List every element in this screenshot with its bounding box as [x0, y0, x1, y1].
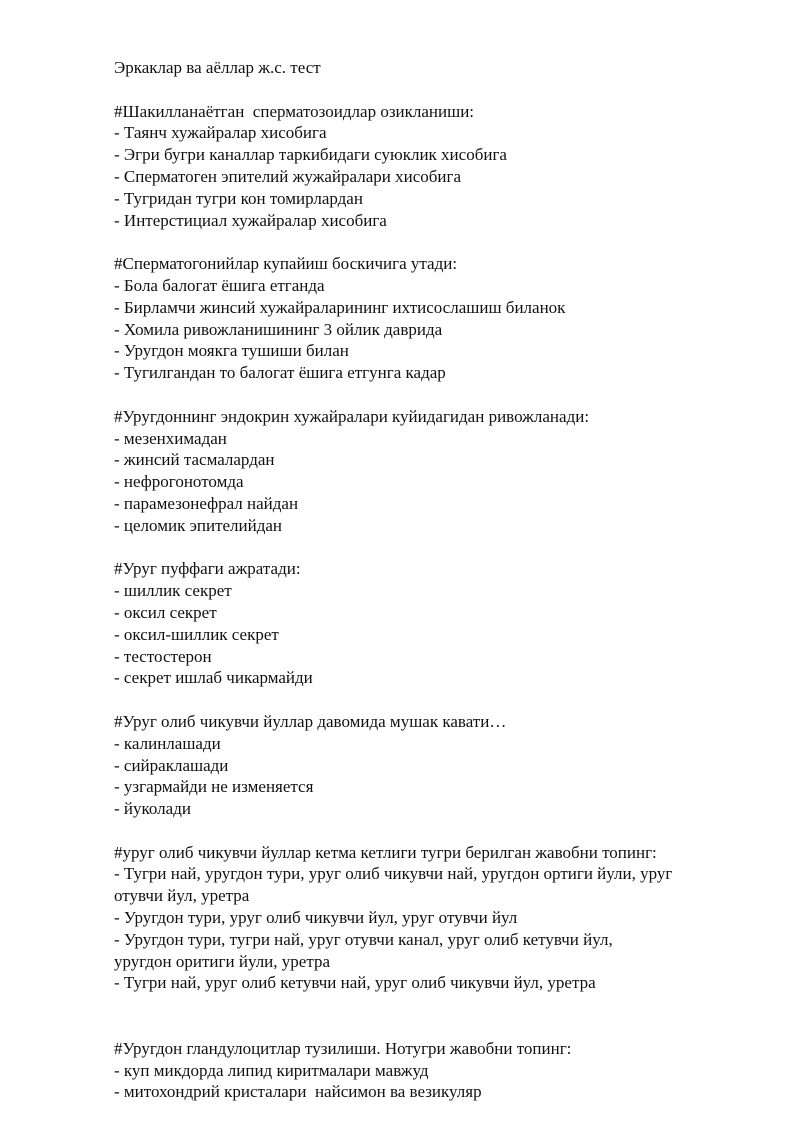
answer-option: - митохондрий кристалари найсимон ва везикуляр	[114, 1082, 482, 1102]
answer-option: - парамезонефрал найдан	[114, 493, 299, 513]
answer-option: - оксил секрет	[114, 602, 217, 622]
question-text: #уруг олиб чикувчи йуллар кетма кетлиги тугри берилган жавобни топинг:	[114, 842, 657, 862]
question-text: #Шакилланаётган сперматозоидлар озикланиши:	[114, 101, 475, 121]
question-block	[114, 406, 754, 537]
question-text: #Уруг пуффаги ажратади:	[114, 559, 301, 579]
answer-option: - Тугри най, уруг олиб кетувчи най, уруг олиб чикувчи йул, уретра	[114, 973, 596, 993]
question-block	[114, 711, 754, 820]
answer-option: - жинсий тасмалардан	[114, 450, 275, 470]
answer-option: - сийраклашади	[114, 755, 229, 775]
answer-option: - оксил-шиллик секрет	[114, 624, 279, 644]
answer-option: - Бирламчи жинсий хужайраларининг ихтисослашиш биланок	[114, 297, 566, 317]
question-text: #Уруг олиб чикувчи йуллар давомида мушак кавати…	[114, 711, 507, 731]
answer-option: - куп микдорда липид киритмалари мавжуд	[114, 1060, 429, 1080]
question-block	[114, 842, 754, 995]
answer-option: - секрет ишлаб чикармайди	[114, 668, 313, 688]
question-block	[114, 558, 754, 689]
answer-option: - Эгри бугри каналлар таркибидаги суюклик хисобига	[114, 145, 507, 165]
answer-option: - Уругдон моякга тушиши билан	[114, 341, 349, 361]
question-block	[114, 1038, 754, 1103]
answer-option: - шиллик секрет	[114, 581, 232, 601]
answer-option: - нефрогонотомда	[114, 472, 244, 492]
answer-option: - Сперматоген эпителий жужайралари хисобига	[114, 166, 462, 186]
answer-option: - калинлашади	[114, 733, 221, 753]
document-page	[114, 57, 754, 1125]
answer-option: - Тугилгандан то балогат ёшига етгунга кадар	[114, 363, 446, 383]
answer-option: - Интерстициал хужайралар хисобига	[114, 210, 387, 230]
answer-option: - Тугри най, уругдон тури, уруг олиб чикувчи най, уругдон ортиги йули, уруг	[114, 864, 673, 884]
question-text: #Сперматогонийлар купайиш боскичига утади:	[114, 254, 458, 274]
answer-option: - целомик эпителийдан	[114, 515, 283, 535]
question-block	[114, 253, 754, 384]
answer-option: - Тугридан тугри кон томирлардан	[114, 188, 363, 208]
answer-option: - йуколади	[114, 799, 191, 819]
answer-option-continuation: отувчи йул, уретра	[114, 886, 250, 906]
answer-option: - узгармайди не изменяется	[114, 777, 314, 797]
answer-option-continuation: уругдон оритиги йули, уретра	[114, 951, 331, 971]
answer-option: - Хомила ривожланишининг 3 ойлик даврида	[114, 319, 443, 339]
question-block	[114, 101, 754, 232]
question-text: #Уругдоннинг эндокрин хужайралари куйидагидан ривожланади:	[114, 406, 590, 426]
answer-option: - Уругдон тури, тугри най, уруг отувчи канал, уруг олиб кетувчи йул,	[114, 929, 613, 949]
document-title: Эркаклар ва аёллар ж.с. тест	[114, 58, 321, 77]
question-text: #Уругдон гландулоцитлар тузилиши. Нотугри жавобни топинг:	[114, 1038, 572, 1058]
answer-option: - мезенхимадан	[114, 428, 227, 448]
answer-option: - Таянч хужайралар хисобига	[114, 123, 327, 143]
answer-option: - Уругдон тури, уруг олиб чикувчи йул, уруг отувчи йул	[114, 908, 518, 928]
answer-option: - тестостерон	[114, 646, 212, 666]
answer-option: - Бола балогат ёшига етганда	[114, 275, 325, 295]
